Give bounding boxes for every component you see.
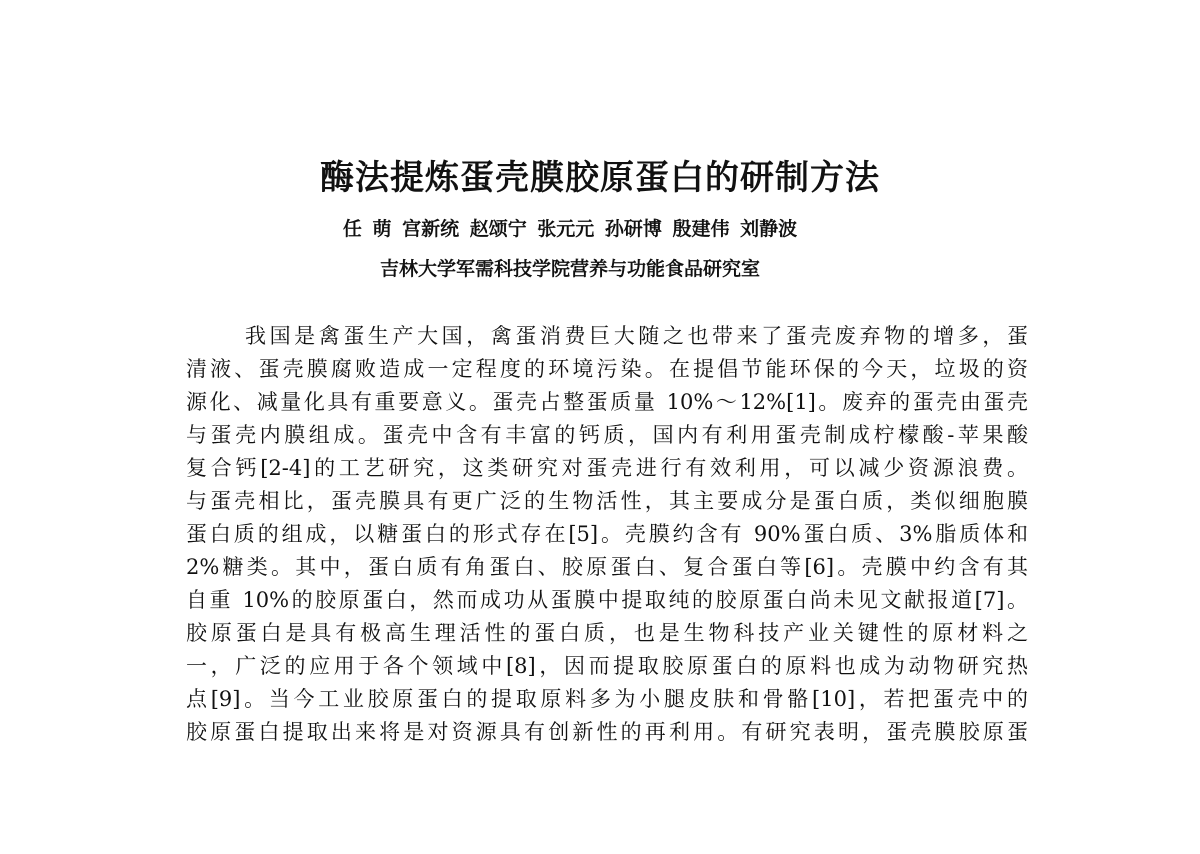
body-line: 点[9]。当今工业胶原蛋白的提取原料多为小腿皮肤和骨骼[10]，若把蛋壳中的 <box>186 687 1028 711</box>
author-list: 任 萌 宫新统 赵颂宁 张元元 孙研博 殷建伟 刘静波 <box>342 218 798 240</box>
body-line: 源化、减量化具有重要意义。蛋壳占整蛋质量 10%～12%[1]。废弃的蛋壳由蛋壳 <box>186 390 1028 414</box>
body-line: 自重 10%的胶原蛋白，然而成功从蛋膜中提取纯的胶原蛋白尚未见文献报道[7]。 <box>186 588 1028 612</box>
body-line: 一，广泛的应用于各个领域中[8]，因而提取胶原蛋白的原料也成为动物研究热 <box>186 654 1028 678</box>
body-line: 清液、蛋壳膜腐败造成一定程度的环境污染。在提倡节能环保的今天，垃圾的资 <box>186 357 1028 381</box>
body-line: 胶原蛋白是具有极高生理活性的蛋白质，也是生物科技产业关键性的原材料之 <box>186 621 1028 645</box>
body-line: 胶原蛋白提取出来将是对资源具有创新性的再利用。有研究表明，蛋壳膜胶原蛋 <box>186 720 1028 744</box>
body-line: 蛋白质的组成，以糖蛋白的形式存在[5]。壳膜约含有 90%蛋白质、3%脂质体和 <box>186 522 1028 546</box>
body-line: 复合钙[2-4]的工艺研究，这类研究对蛋壳进行有效利用，可以减少资源浪费。 <box>186 456 1028 480</box>
affiliation: 吉林大学军需科技学院营养与功能食品研究室 <box>379 258 760 280</box>
body-line: 我国是禽蛋生产大国，禽蛋消费巨大随之也带来了蛋壳废弃物的增多，蛋 <box>245 324 1028 348</box>
body-paragraph <box>186 320 1028 749</box>
body-line: 与蛋壳相比，蛋壳膜具有更广泛的生物活性，其主要成分是蛋白质，类似细胞膜 <box>186 489 1028 513</box>
article-title: 酶法提炼蛋壳膜胶原蛋白的研制方法 <box>320 158 880 198</box>
body-line: 2%糖类。其中，蛋白质有角蛋白、胶原蛋白、复合蛋白等[6]。壳膜中约含有其 <box>186 555 1028 579</box>
body-line: 与蛋壳内膜组成。蛋壳中含有丰富的钙质，国内有利用蛋壳制成柠檬酸-苹果酸 <box>186 423 1028 447</box>
